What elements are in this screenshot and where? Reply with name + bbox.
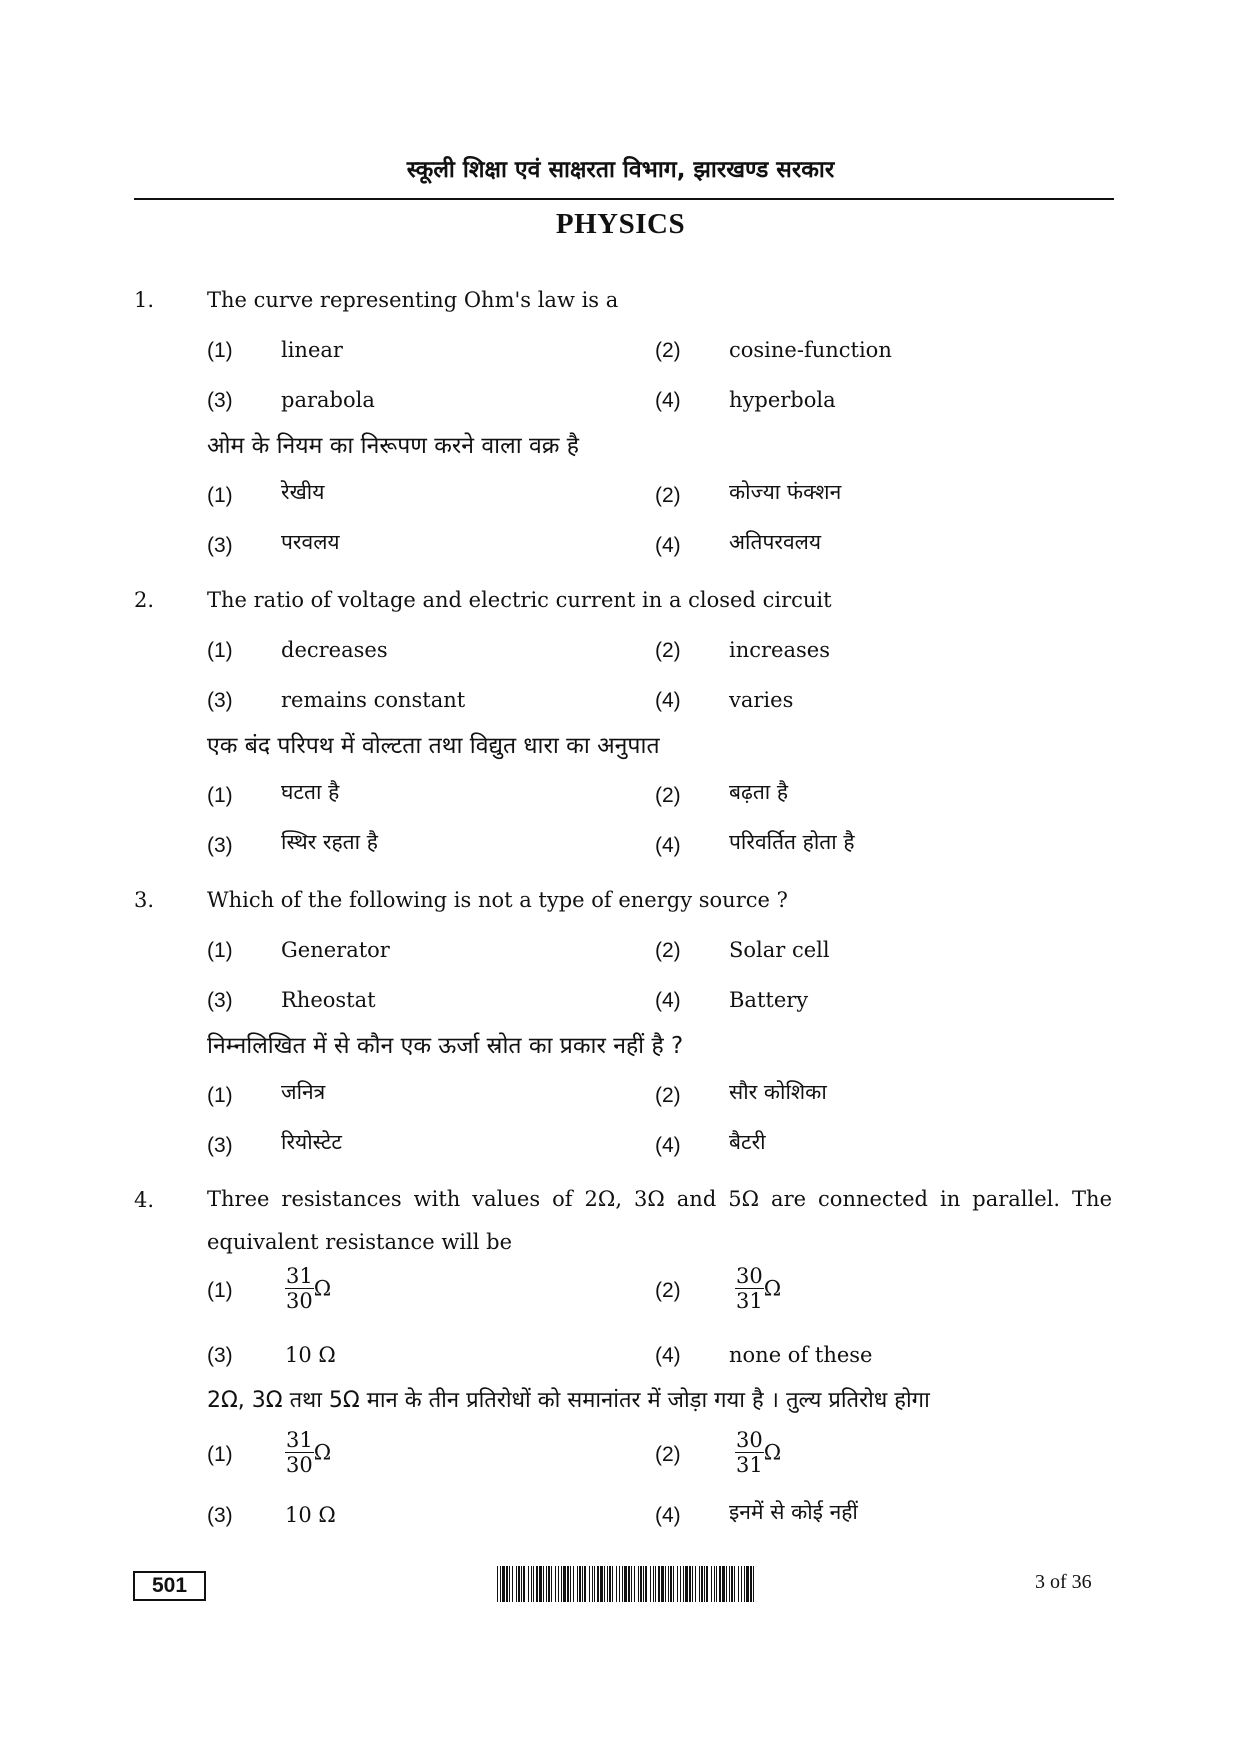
- unit-omega: Ω: [313, 1440, 332, 1465]
- option-text: decreases: [281, 638, 388, 662]
- option-label: (3): [207, 834, 233, 857]
- option-label: (3): [207, 689, 233, 712]
- option-label: (3): [207, 989, 233, 1012]
- option-text: parabola: [281, 388, 375, 412]
- option-text: Battery: [729, 988, 809, 1012]
- option-text: cosine-function: [729, 338, 892, 362]
- option-text: increases: [729, 638, 830, 662]
- option-text-hi: रेखीय: [281, 480, 325, 504]
- option-label: (4): [655, 1344, 681, 1367]
- option-text-hi: बढ़ता है: [729, 780, 789, 804]
- option-fraction: [285, 1264, 331, 1313]
- option-text-hi: रियोस्टेट: [281, 1130, 342, 1154]
- option-text: 10 Ω: [285, 1503, 336, 1527]
- option-label: (1): [207, 339, 233, 362]
- option-label: (2): [655, 639, 681, 662]
- option-text-hi: परिवर्तित होता है: [729, 830, 855, 854]
- option-label: (2): [655, 939, 681, 962]
- header-rule: [134, 198, 1114, 200]
- option-text: none of these: [729, 1343, 873, 1367]
- option-label: (2): [655, 339, 681, 362]
- page-number: 3 of 36: [1035, 1571, 1092, 1593]
- option-text-hi: सौर कोशिका: [729, 1080, 827, 1104]
- option-label: (4): [655, 1134, 681, 1157]
- question-number: 3.: [134, 888, 155, 912]
- fraction-denominator: 30: [286, 1289, 313, 1313]
- booklet-code: 501: [133, 1571, 206, 1601]
- option-text-hi: स्थिर रहता है: [281, 830, 378, 854]
- option-label: (4): [655, 834, 681, 857]
- option-label: (1): [207, 939, 233, 962]
- option-label: (2): [655, 1084, 681, 1107]
- option-label: (1): [207, 639, 233, 662]
- fraction-denominator: 30: [286, 1453, 313, 1477]
- barcode-icon: [497, 1566, 755, 1602]
- department-header: स्कूली शिक्षा एवं साक्षरता विभाग, झारखण्ड सरकार: [406, 157, 835, 183]
- option-fraction: [285, 1428, 331, 1477]
- option-text-hi: परवलय: [281, 530, 340, 554]
- option-label: (1): [207, 1443, 233, 1466]
- subject-title: PHYSICS: [555, 208, 686, 240]
- option-label: (2): [655, 784, 681, 807]
- fraction-denominator: 31: [736, 1453, 763, 1477]
- option-label: (3): [207, 1504, 233, 1527]
- option-label: (2): [655, 484, 681, 507]
- option-label: (4): [655, 989, 681, 1012]
- question-text-hi: एक बंद परिपथ में वोल्टता तथा विद्युत धारा का अनुपात: [207, 733, 660, 759]
- option-label: (1): [207, 484, 233, 507]
- fraction-numerator: 30: [736, 1428, 763, 1452]
- option-text: Rheostat: [281, 988, 376, 1012]
- question-text-hi: ओम के नियम का निरूपण करने वाला वक्र है: [207, 433, 579, 459]
- option-text-hi: घटता है: [281, 780, 340, 804]
- option-text: hyperbola: [729, 388, 836, 412]
- option-text-hi: अतिपरवलय: [729, 530, 822, 554]
- option-label: (4): [655, 534, 681, 557]
- option-fraction: [735, 1428, 781, 1477]
- option-text: Generator: [281, 938, 390, 962]
- question-text-en: Which of the following is not a type of energy source ?: [207, 888, 788, 912]
- option-label: (4): [655, 689, 681, 712]
- fraction-numerator: 31: [286, 1428, 313, 1452]
- option-label: (3): [207, 534, 233, 557]
- question-text-en: The curve representing Ohm's law is a: [207, 288, 619, 312]
- question-text-en: Three resistances with values of 2Ω, 3Ω and 5Ω are connected in parallel. The equivalent resistance will be: [207, 1187, 1112, 1254]
- option-text: Solar cell: [729, 938, 830, 962]
- question-text-en: The ratio of voltage and electric current in a closed circuit: [207, 588, 832, 612]
- option-label: (1): [207, 1279, 233, 1302]
- unit-omega: Ω: [763, 1440, 782, 1465]
- fraction-numerator: 31: [286, 1264, 313, 1288]
- option-label: (2): [655, 1443, 681, 1466]
- option-label: (1): [207, 784, 233, 807]
- option-text: remains constant: [281, 688, 466, 712]
- option-text: linear: [281, 338, 343, 362]
- question-number: 4.: [134, 1188, 155, 1212]
- option-label: (4): [655, 389, 681, 412]
- option-label: (3): [207, 1344, 233, 1367]
- option-text: varies: [729, 688, 794, 712]
- option-label: (3): [207, 1134, 233, 1157]
- option-text: 10 Ω: [285, 1343, 336, 1367]
- option-text-hi: इनमें से कोई नहीं: [729, 1500, 858, 1524]
- fraction-denominator: 31: [736, 1289, 763, 1313]
- unit-omega: Ω: [763, 1276, 782, 1301]
- option-fraction: [735, 1264, 781, 1313]
- option-text-hi: बैटरी: [729, 1130, 766, 1154]
- option-text-hi: कोज्या फंक्शन: [729, 480, 842, 504]
- question-text-hi: 2Ω, 3Ω तथा 5Ω मान के तीन प्रतिरोधों को समानांतर में जोड़ा गया है । तुल्य प्रतिरोध होगा: [207, 1388, 930, 1413]
- question-text-hi: निम्नलिखित में से कौन एक ऊर्जा स्रोत का प्रकार नहीं है ?: [207, 1033, 684, 1059]
- question-number: 2.: [134, 588, 155, 612]
- option-label: (3): [207, 389, 233, 412]
- option-label: (1): [207, 1084, 233, 1107]
- option-label: (4): [655, 1504, 681, 1527]
- unit-omega: Ω: [313, 1276, 332, 1301]
- option-label: (2): [655, 1279, 681, 1302]
- fraction-numerator: 30: [736, 1264, 763, 1288]
- option-text-hi: जनित्र: [281, 1080, 326, 1104]
- question-number: 1.: [134, 288, 155, 312]
